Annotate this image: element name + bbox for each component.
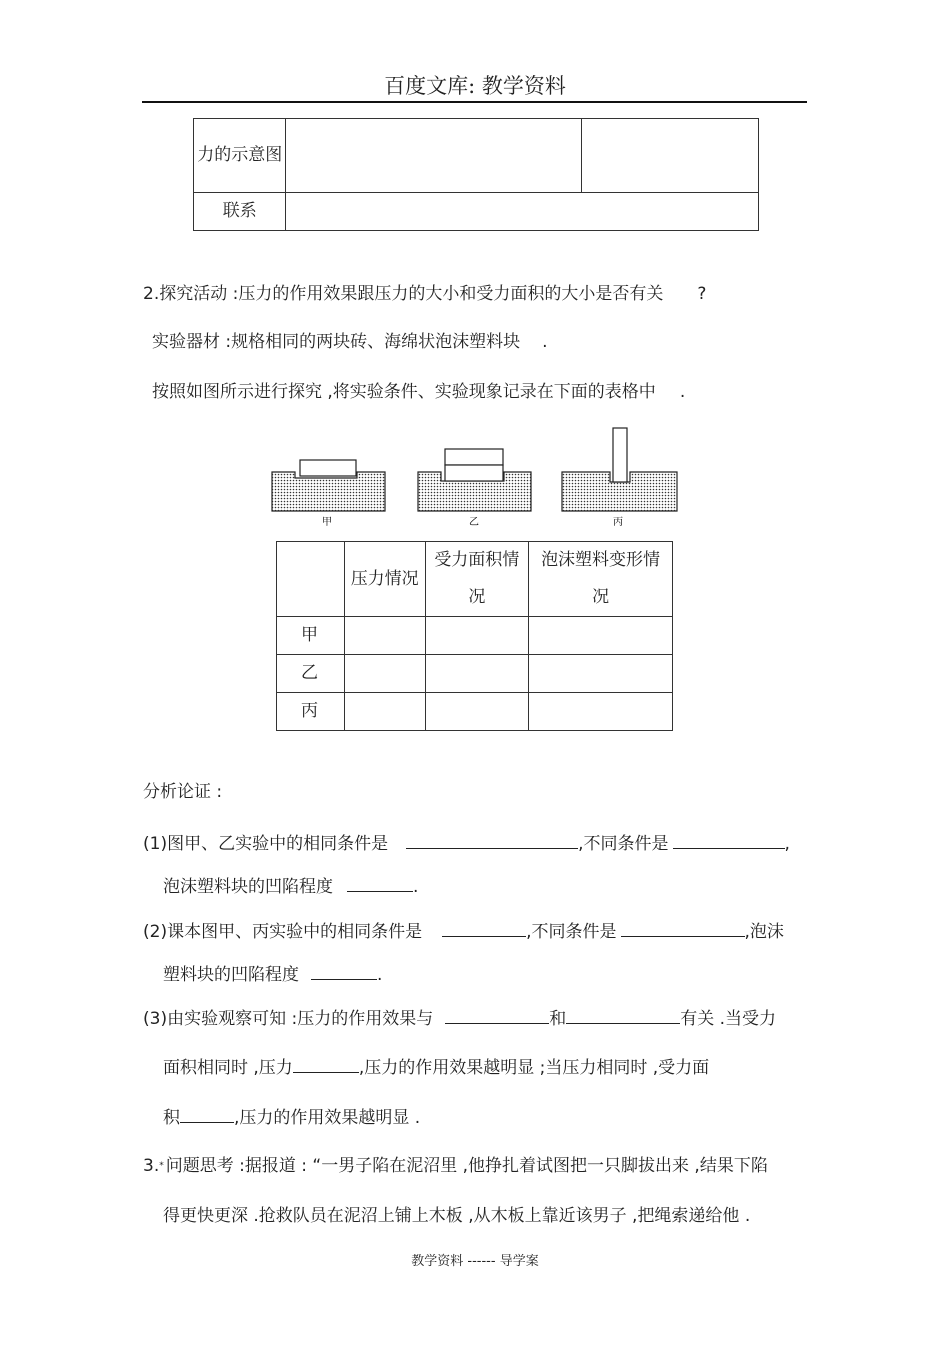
header-rule xyxy=(142,101,807,103)
row-label-relation: 联系 xyxy=(194,193,286,231)
star-mark: * xyxy=(159,1161,164,1171)
section2-title-text: 2.探究活动 :压力的作用效果跟压力的大小和受力面积的大小是否有关 xyxy=(143,284,664,304)
cell xyxy=(344,617,425,655)
instruction-line xyxy=(152,381,685,403)
experiment-record-table xyxy=(276,541,673,731)
instruction-end: . xyxy=(679,382,686,402)
figure-label-jia: 甲 xyxy=(322,517,332,528)
cell xyxy=(582,119,759,193)
cell xyxy=(425,617,529,655)
cell xyxy=(425,655,529,693)
page-footer: 教学资料 ------ 导学案 xyxy=(411,1254,539,1269)
experiment-figure xyxy=(265,425,695,535)
blank xyxy=(445,1006,549,1024)
question-1-line1 xyxy=(143,831,790,855)
analysis-heading: 分析论证 : xyxy=(143,782,223,802)
sponge-jia xyxy=(272,460,385,511)
materials-line xyxy=(152,331,548,353)
cell xyxy=(425,693,529,731)
blank xyxy=(347,874,413,892)
section3-line2: 得更快更深 .抢救队员在泥沼上铺上木板 ,从木板上靠近该男子 ,把绳索递给他 . xyxy=(163,1206,751,1226)
q1-text-d: 泡沫塑料块的凹陷程度 xyxy=(163,877,333,897)
question-3-line1 xyxy=(143,1006,776,1030)
cell xyxy=(286,119,582,193)
cell xyxy=(529,617,673,655)
cell xyxy=(529,693,673,731)
blank xyxy=(406,831,578,849)
q1-text-b: ,不同条件是 xyxy=(578,834,669,854)
sponge-yi xyxy=(418,449,531,511)
blank xyxy=(673,831,785,849)
section2-title xyxy=(143,283,706,305)
q2-text-c: ,泡沫 xyxy=(744,922,784,942)
question-3-line3 xyxy=(163,1105,420,1129)
brick-flat xyxy=(300,460,356,476)
instruction-text: 按照如图所示进行探究 ,将实验条件、实验现象记录在下面的表格中 xyxy=(152,382,656,402)
brick-upright xyxy=(613,428,627,482)
q3-text-g: ,压力的作用效果越明显 . xyxy=(234,1108,421,1128)
blank xyxy=(180,1105,234,1123)
materials-text: 实验器材 :规格相同的两块砖、海绵状泡沫塑料块 xyxy=(152,332,521,352)
figure-label-yi: 乙 xyxy=(469,517,479,528)
blank xyxy=(311,962,377,980)
figure-label-bing: 丙 xyxy=(613,517,623,528)
blank xyxy=(566,1006,680,1024)
q2-text-b: ,不同条件是 xyxy=(526,922,617,942)
header-pressure: 压力情况 xyxy=(344,542,425,617)
sponge-bing xyxy=(562,428,677,511)
section3-line1 xyxy=(143,1155,768,1177)
q3-text-a: (3)由实验观察可知 :压力的作用效果与 xyxy=(143,1009,434,1029)
question-1-line2 xyxy=(163,874,418,898)
header-cell-empty xyxy=(277,542,345,617)
q3-text-e: ,压力的作用效果越明显 ;当压力相同时 ,受力面 xyxy=(358,1058,710,1078)
section3-number: 3. xyxy=(143,1156,160,1176)
question-mark: ? xyxy=(697,284,707,304)
q2-text-a: (2)课本图甲、丙实验中的相同条件是 xyxy=(143,922,423,942)
q1-text-e: . xyxy=(413,877,419,897)
row-label-bing: 丙 xyxy=(277,693,345,731)
brick-stacked-top xyxy=(445,449,503,465)
cell xyxy=(286,193,759,231)
header-deformation: 泡沫塑料变形情况 xyxy=(529,542,673,617)
row-label-yi: 乙 xyxy=(277,655,345,693)
q3-text-b: 和 xyxy=(549,1009,567,1029)
blank xyxy=(293,1055,359,1073)
blank xyxy=(442,919,526,937)
force-diagram-table xyxy=(193,118,759,231)
section3-text-1: 问题思考 :据报道 : “一男子陷在泥沼里 ,他挣扎着试图把一只脚拔出来 ,结果下陷 xyxy=(165,1156,768,1176)
header-area: 受力面积情况 xyxy=(425,542,529,617)
q2-text-e: . xyxy=(377,965,383,985)
row-label-jia: 甲 xyxy=(277,617,345,655)
q3-text-c: 有关 .当受力 xyxy=(680,1009,777,1029)
question-2-line1 xyxy=(143,919,784,943)
question-3-line2 xyxy=(163,1055,709,1079)
q3-text-d: 面积相同时 ,压力 xyxy=(163,1058,293,1078)
q1-text-a: (1)图甲、乙实验中的相同条件是 xyxy=(143,834,389,854)
q3-text-f: 积 xyxy=(163,1108,180,1128)
blank xyxy=(621,919,745,937)
materials-end: . xyxy=(542,332,548,352)
q2-text-d: 塑料块的凹陷程度 xyxy=(163,965,299,985)
row-label-diagram: 力的示意图 xyxy=(194,119,286,193)
brick-stacked-bottom xyxy=(445,465,503,481)
cell xyxy=(344,655,425,693)
cell xyxy=(344,693,425,731)
cell xyxy=(529,655,673,693)
q1-text-c: , xyxy=(784,834,790,854)
page-header: 百度文库: 教学资料 xyxy=(384,74,566,98)
question-2-line2 xyxy=(163,962,382,986)
